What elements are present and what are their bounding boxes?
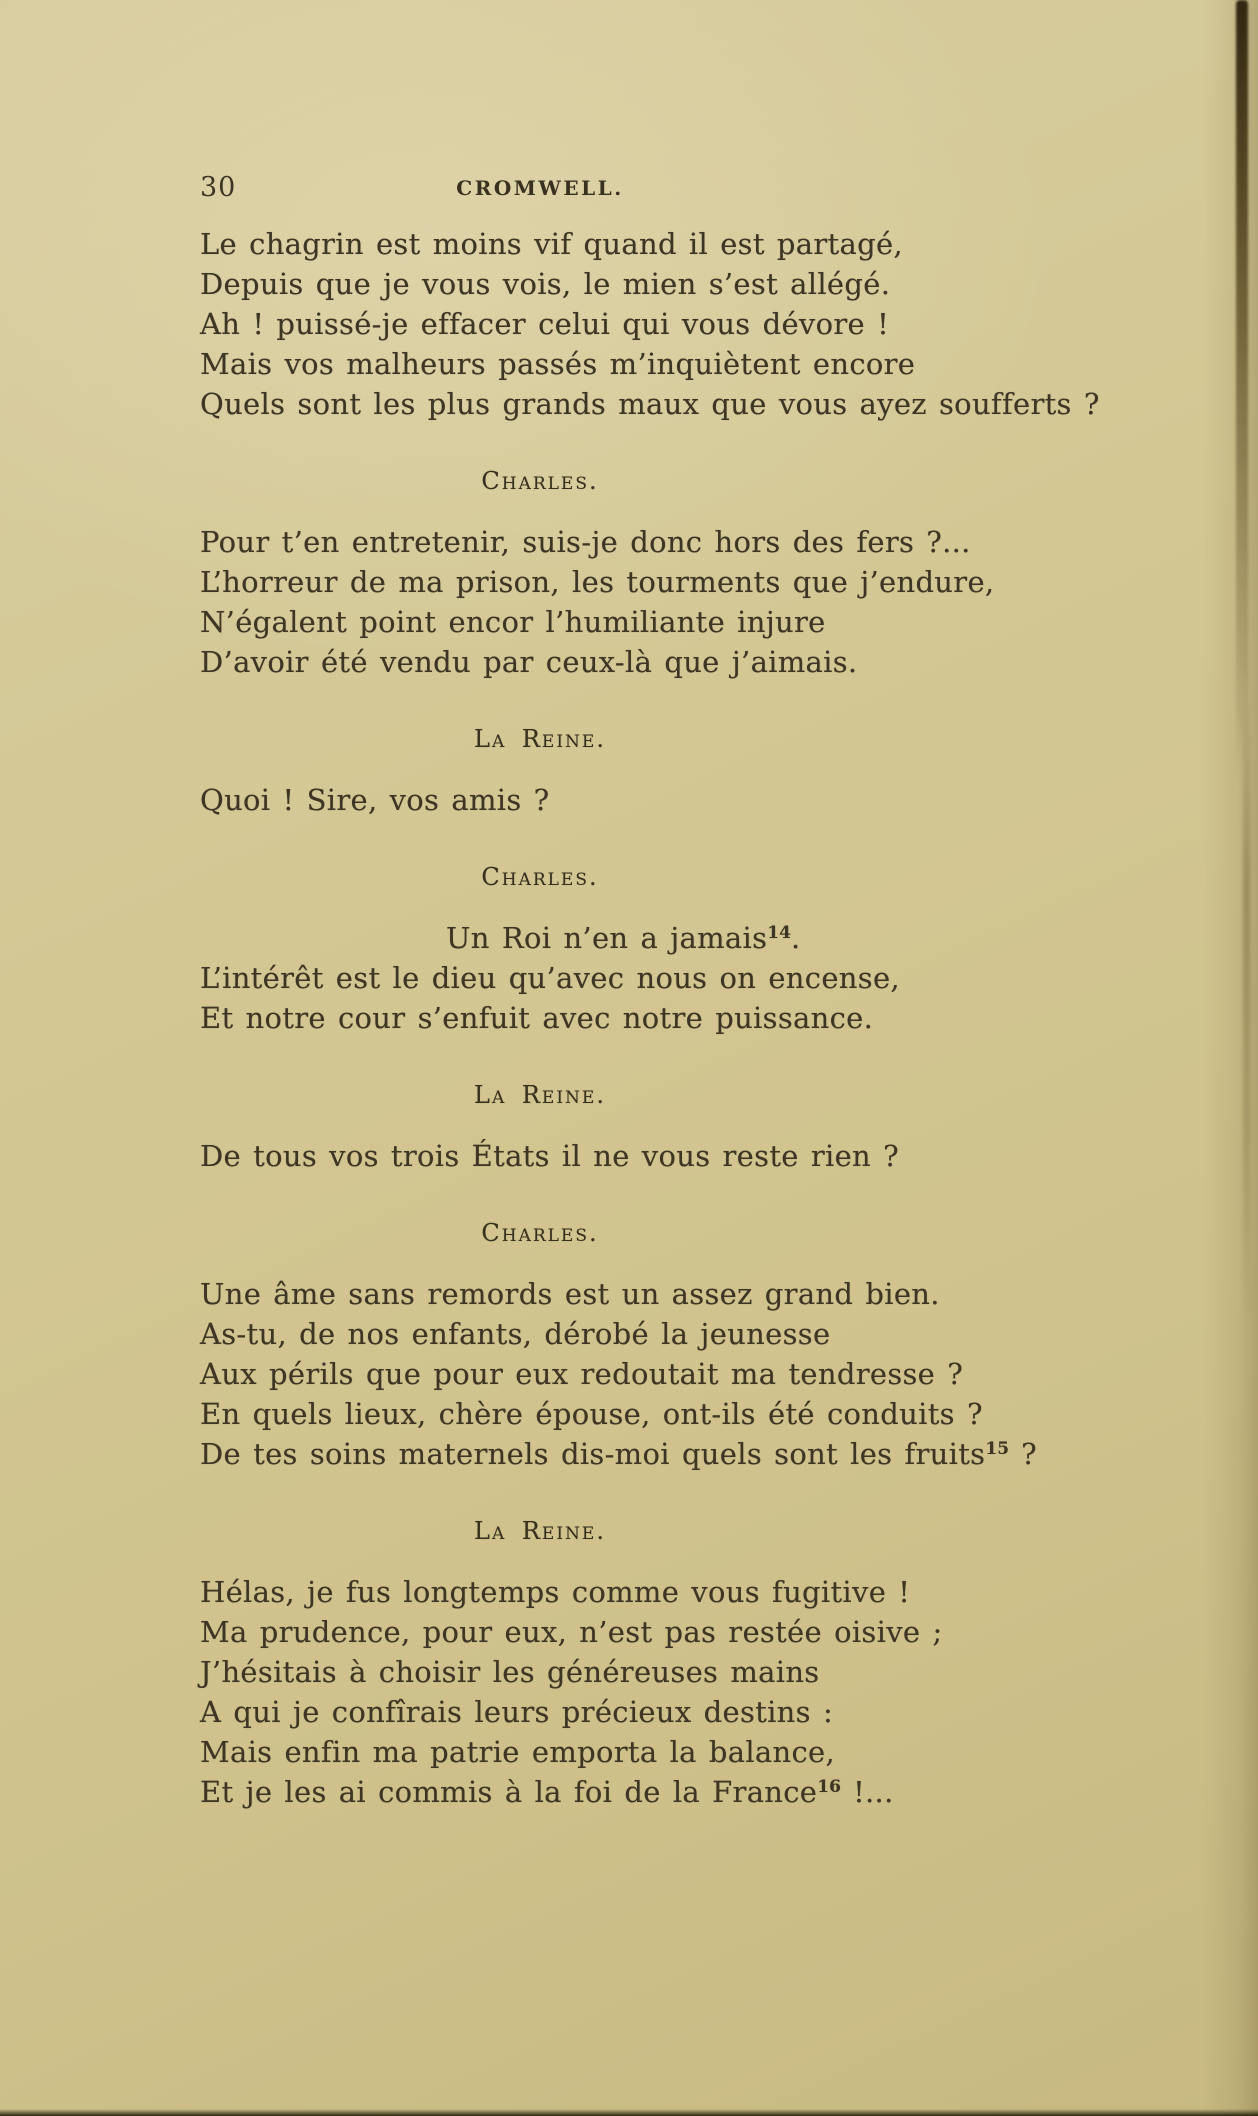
verse-line	[200, 1314, 880, 1354]
verse-stanza	[200, 1572, 943, 1812]
verse-line	[200, 344, 916, 384]
verse-text: En quels lieux, chère épouse, ont-ils été conduits ?	[200, 1397, 983, 1431]
verse-text: As-tu, de nos enfants, dérobé la jeunesse	[200, 1317, 831, 1351]
speaker-heading: La Reine.	[474, 1517, 606, 1545]
page-edge-soft-shading	[1202, 0, 1258, 2116]
speaker-heading: Charles.	[481, 467, 599, 495]
footnote-reference: 16	[817, 1777, 841, 1797]
verse-line	[200, 1692, 880, 1732]
verse-stanza	[200, 522, 995, 682]
verse-content	[200, 224, 1100, 1812]
verse-text: N’égalent point encor l’humiliante injure	[200, 605, 826, 639]
verse-text: Quoi ! Sire, vos amis ?	[200, 783, 550, 817]
verse-line	[200, 1572, 911, 1612]
verse-line	[200, 918, 880, 958]
verse-line	[200, 642, 880, 682]
verse-text: Hélas, je fus longtemps comme vous fugitive !	[200, 1575, 911, 1609]
verse-stanza	[200, 224, 1100, 424]
verse-line	[200, 562, 995, 602]
verse-text-after: ?	[1009, 1437, 1038, 1471]
verse-text: Ma prudence, pour eux, n’est pas restée oisive ;	[200, 1615, 943, 1649]
verse-line	[200, 780, 880, 820]
verse-stanza	[200, 918, 900, 1038]
footnote-reference: 14	[767, 923, 791, 943]
verse-line	[200, 1732, 880, 1772]
speaker-heading: La Reine.	[474, 725, 606, 753]
verse-line	[200, 1394, 983, 1434]
verse-text-after: !...	[840, 1775, 894, 1809]
verse-line	[200, 1274, 940, 1314]
verse-line	[200, 1354, 964, 1394]
page-header	[200, 170, 880, 206]
running-title: CROMWELL.	[456, 176, 624, 200]
verse-line	[200, 958, 900, 998]
speaker-heading: La Reine.	[474, 1081, 606, 1109]
verse-line	[200, 998, 880, 1038]
verse-line	[200, 224, 903, 264]
verse-stanza	[200, 780, 880, 820]
verse-stanza	[200, 1136, 900, 1176]
verse-text: Ah ! puissé-je effacer celui qui vous dévore !	[200, 307, 890, 341]
verse-text: Mais enfin ma patrie emporta la balance,	[200, 1735, 836, 1769]
page-edge-shadow-bottom	[0, 2109, 1258, 2116]
speaker-heading: Charles.	[481, 1219, 599, 1247]
footnote-reference: 15	[985, 1439, 1010, 1459]
verse-line	[200, 304, 890, 344]
verse-line	[200, 522, 971, 562]
verse-line	[200, 1136, 900, 1176]
verse-text: Un Roi n’en a jamais	[446, 921, 768, 955]
verse-text: Pour t’en entretenir, suis-je donc hors des fers ?...	[200, 525, 971, 559]
verse-stanza	[200, 1274, 1038, 1474]
verse-line	[200, 1772, 894, 1812]
verse-text: L’intérêt est le dieu qu’avec nous on encense,	[200, 961, 900, 995]
verse-text: Et notre cour s’enfuit avec notre puissance.	[200, 1001, 874, 1035]
verse-text: Mais vos malheurs passés m’inquiètent encore	[200, 347, 916, 381]
verse-text: A qui je confîrais leurs précieux destins :	[200, 1695, 834, 1729]
verse-text-after: .	[790, 921, 801, 955]
verse-line	[200, 602, 880, 642]
verse-text: De tous vos trois États il ne vous reste rien ?	[200, 1139, 900, 1173]
verse-text: Et je les ai commis à la foi de la France	[200, 1775, 818, 1809]
verse-text: Une âme sans remords est un assez grand bien.	[200, 1277, 940, 1311]
verse-text: L’horreur de ma prison, les tourments que j’endure,	[200, 565, 995, 599]
verse-text: Aux périls que pour eux redoutait ma tendresse ?	[200, 1357, 964, 1391]
verse-text: Le chagrin est moins vif quand il est partagé,	[200, 227, 903, 261]
page-number: 30	[200, 172, 237, 203]
verse-line	[200, 264, 891, 304]
verse-line	[200, 384, 1100, 424]
speaker-heading: Charles.	[481, 863, 599, 891]
verse-line	[200, 1652, 880, 1692]
verse-text: Quels sont les plus grands maux que vous ayez soufferts ?	[200, 387, 1100, 421]
verse-text: Depuis que je vous vois, le mien s’est allégé.	[200, 267, 891, 301]
verse-line	[200, 1434, 1038, 1474]
verse-line	[200, 1612, 943, 1652]
verse-text: J’hésitais à choisir les généreuses mains	[200, 1655, 820, 1689]
verse-text: De tes soins maternels dis-moi quels sont les fruits	[200, 1437, 986, 1471]
verse-text: D’avoir été vendu par ceux-là que j’aimais.	[200, 645, 858, 679]
